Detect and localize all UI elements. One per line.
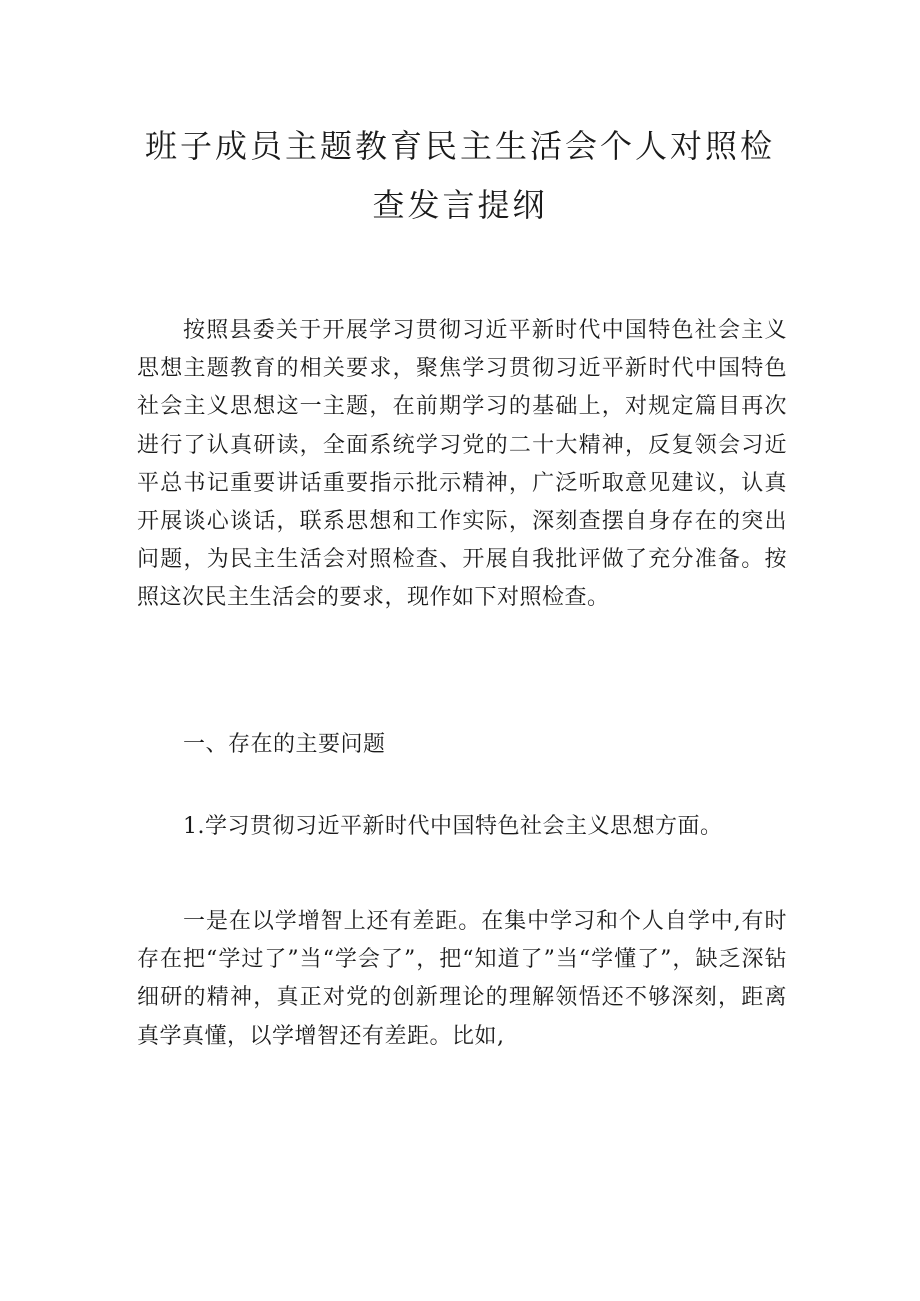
section-heading: 一、存在的主要问题 [183, 732, 386, 757]
document-title-line-1: 班子成员主题教育民主生活会个人对照检 [144, 127, 775, 165]
document-title-line-2: 查发言提纲 [372, 186, 548, 224]
body-paragraph: 一是在以学增智上还有差距。在集中学习和个人自学中,有时存在把“学过了”当“学会了”，把“知道了”当“学懂了”，缺乏深钻细研的精神，真正对党的创新理论的理解领悟还不够深刻，距离真学真懂，以学增智还有差距。比如, [137, 909, 787, 1049]
subsection-heading: 1.学习贯彻习近平新时代中国特色社会主义思想方面。 [183, 814, 723, 839]
intro-paragraph: 按照县委关于开展学习贯彻习近平新时代中国特色社会主义思想主题教育的相关要求，聚焦学习贯彻习近平新时代中国特色社会主义思想这一主题，在前期学习的基础上，对规定篇目再次进行了认真研读，全面系统学习党的二十大精神，反复领会习近平总书记重要讲话重要指示批示精神，广泛听取意见建议，认真开展谈心谈话，联系思想和工作实际，深刻查摆自身存在的突出问题，为民主生活会对照检查、开展自我批评做了充分准备。按照这次民主生活会的要求，现作如下对照检查。 [137, 318, 787, 611]
